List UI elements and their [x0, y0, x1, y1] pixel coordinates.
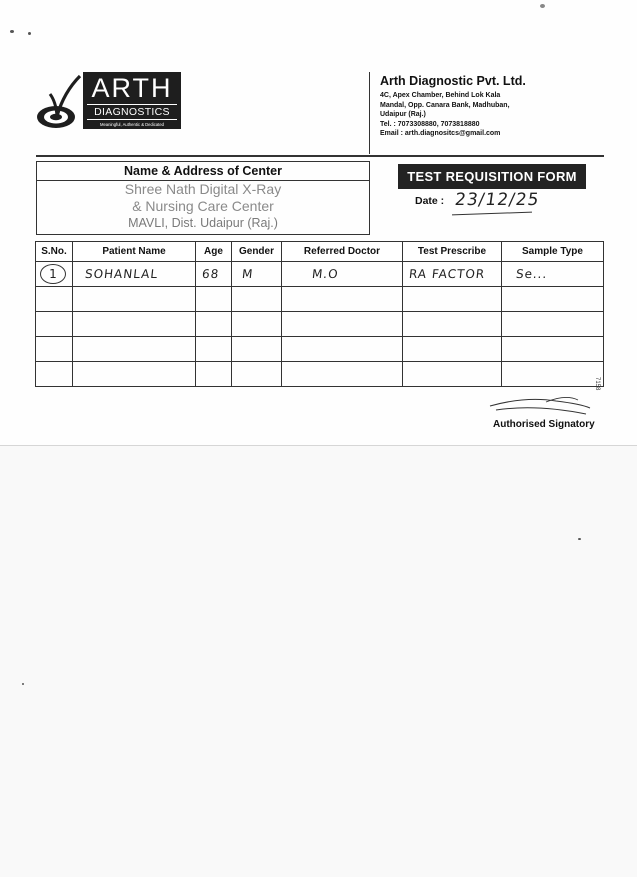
company-details — [380, 73, 580, 139]
header-gender: Gender — [232, 242, 282, 262]
scan-speck — [578, 538, 581, 540]
brand-logo — [83, 72, 181, 129]
company-address-line1: 4C, Apex Chamber, Behind Lok Kala — [380, 92, 501, 99]
gender-value: M — [241, 267, 255, 281]
cell-patient-name — [73, 262, 196, 287]
scan-speck — [10, 30, 14, 33]
cell-test-prescribe — [403, 262, 502, 287]
company-name: Arth Diagnostic Pvt. Ltd. — [380, 74, 526, 88]
scan-speck — [22, 683, 24, 685]
header-sample-type: Sample Type — [502, 242, 604, 262]
company-telephone: Tel. : 7073308880, 7073818880 — [380, 120, 480, 128]
date-value: 23/12/25 — [453, 190, 541, 210]
signature-mark — [486, 392, 596, 422]
form-title: TEST REQUISITION FORM — [398, 164, 586, 189]
table-row — [36, 312, 604, 337]
blank-page-area — [0, 446, 637, 877]
cell-age — [196, 262, 232, 287]
authorised-signatory: Authorised Signatory — [493, 419, 595, 430]
header-rule — [36, 155, 604, 157]
table-row — [36, 262, 604, 287]
center-stamp — [37, 181, 369, 232]
table-row — [36, 287, 604, 312]
table-header-row — [36, 242, 604, 262]
header-sno: S.No. — [36, 242, 73, 262]
stamp-line-3: MAVLI, Dist. Udaipur (Raj.) — [128, 216, 278, 230]
date-label: Date : — [415, 195, 445, 207]
logo-subtitle: DIAGNOSTICS — [87, 104, 177, 120]
form-serial-number: 7158 — [594, 377, 600, 391]
table-row — [36, 337, 604, 362]
date-underline — [452, 212, 532, 216]
company-address-line3: Udaipur (Raj.) — [380, 111, 426, 119]
header-referred-doctor: Referred Doctor — [282, 242, 403, 262]
table-row — [36, 362, 604, 387]
center-box-title: Name & Address of Center — [37, 162, 369, 181]
arth-logo-icon — [36, 72, 82, 130]
referred-doctor-value: M.O — [311, 267, 340, 281]
stamp-line-1: Shree Nath Digital X-Ray — [124, 181, 282, 197]
sample-type-value: Se... — [515, 267, 549, 281]
scan-speck — [540, 4, 545, 8]
cell-referred-doctor — [282, 262, 403, 287]
logo-word: ARTH — [91, 73, 173, 103]
sno-value: 1 — [40, 264, 66, 284]
header-divider — [369, 72, 370, 154]
company-email: Email : arth.diagnositcs@gmail.com — [380, 130, 501, 138]
cell-sno — [36, 262, 73, 287]
age-value: 68 — [201, 267, 221, 281]
patient-table — [35, 241, 604, 387]
patient-name-value: SOHANLAL — [84, 267, 159, 281]
test-prescribe-value: RA FACTOR — [408, 267, 486, 281]
center-address-box — [36, 161, 370, 235]
stamp-line-2: & Nursing Care Center — [132, 198, 274, 214]
company-address-line2: Mandal, Opp. Canara Bank, Madhuban, — [380, 101, 510, 109]
scan-speck — [28, 32, 31, 35]
header-test-prescribe: Test Prescribe — [403, 242, 502, 262]
logo-tagline: Meaningful, Authentic & Dedicated — [99, 122, 165, 127]
header-age: Age — [196, 242, 232, 262]
header-patient-name: Patient Name — [73, 242, 196, 262]
cell-gender — [232, 262, 282, 287]
cell-sample-type — [502, 262, 604, 287]
